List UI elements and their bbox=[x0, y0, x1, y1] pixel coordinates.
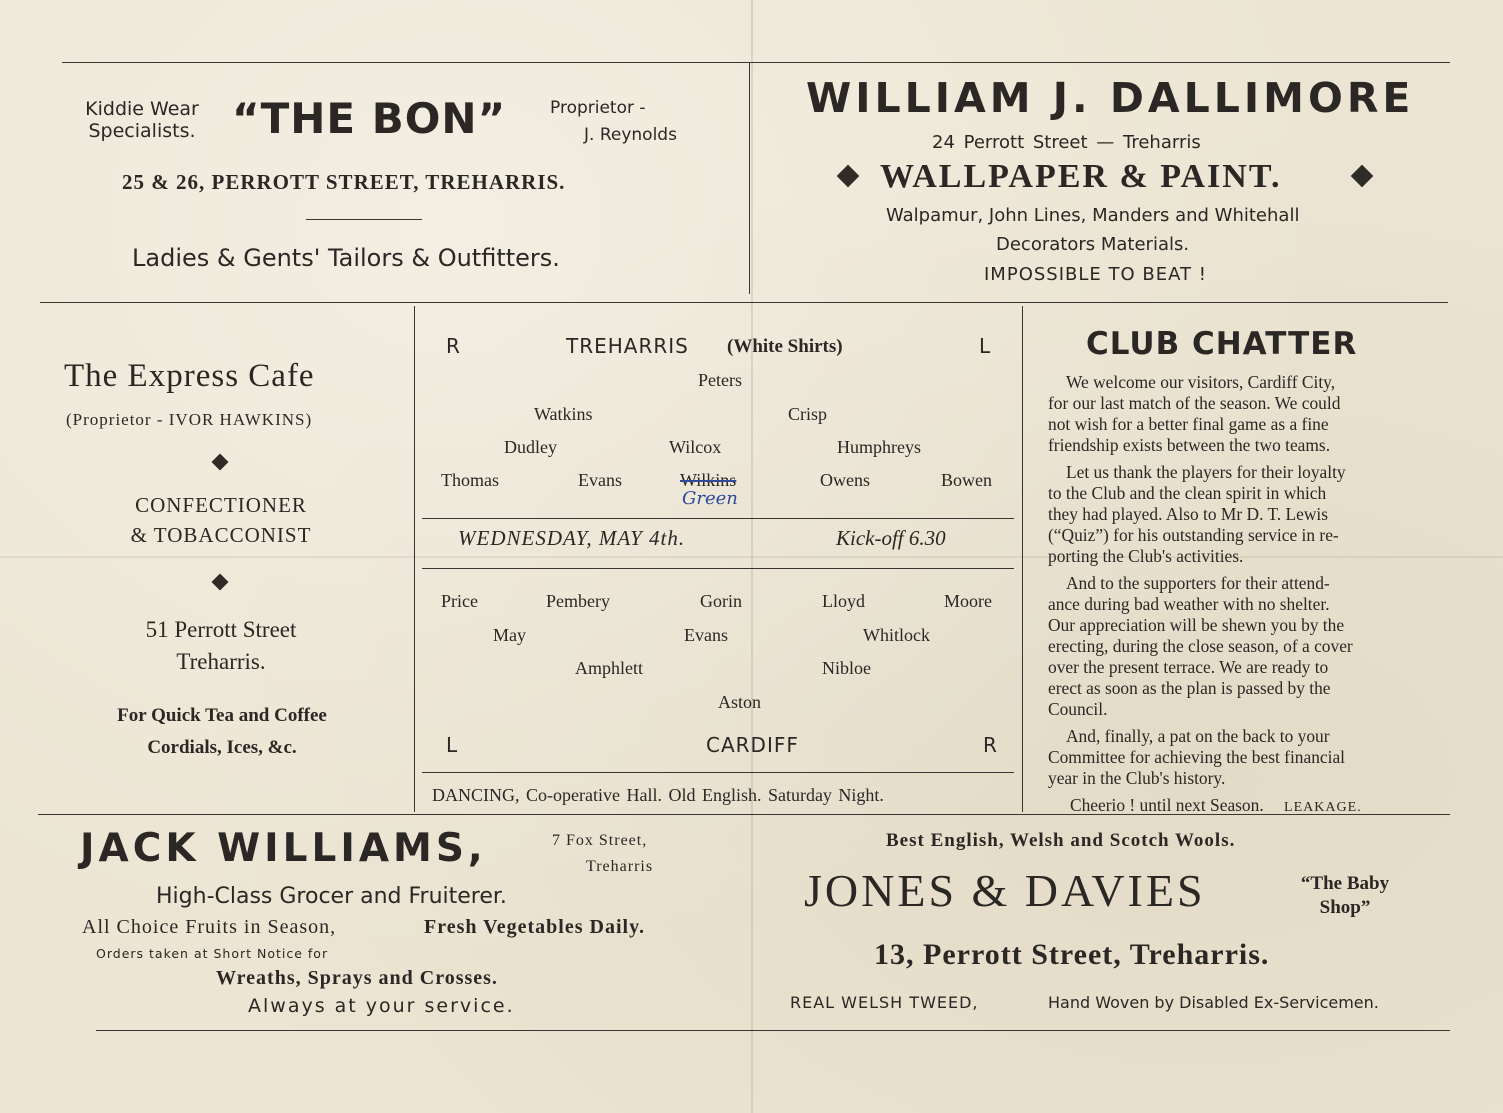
chatter-paragraph bbox=[1048, 573, 1423, 720]
bon-tag bbox=[72, 98, 212, 142]
dancing-notice: DANCING, Co-operative Hall. Old English. Saturday Night. bbox=[432, 785, 884, 805]
away-back: Amphlett bbox=[575, 658, 643, 678]
jack-address-street: 7 Fox Street, bbox=[552, 832, 648, 849]
away-half: Whitlock bbox=[863, 625, 930, 645]
home-forward: Evans bbox=[578, 470, 622, 490]
jones-name: JONES & DAVIES bbox=[804, 865, 1206, 916]
chatter-line: friendship exists between the two teams. bbox=[1048, 435, 1331, 455]
team-divider-bottom bbox=[422, 568, 1014, 569]
jack-orders: Orders taken at Short Notice for bbox=[96, 946, 329, 961]
home-half: Humphreys bbox=[837, 437, 921, 457]
away-back: Nibloe bbox=[822, 658, 871, 678]
chatter-line: porting the Club's activities. bbox=[1048, 546, 1244, 566]
dallimore-address: 24 Perrott Street — Treharris bbox=[932, 132, 1201, 153]
handwritten-substitute: Green bbox=[682, 488, 738, 509]
chatter-paragraph bbox=[1048, 372, 1423, 456]
jack-address bbox=[552, 828, 653, 880]
chatter-line: over the present terrace. We are ready to bbox=[1048, 657, 1329, 677]
chatter-line: Committee for achieving the best financial bbox=[1048, 747, 1345, 767]
home-right-marker: L bbox=[979, 334, 991, 358]
bottom-rule bbox=[96, 1030, 1450, 1031]
cafe-proprietor: (Proprietor - IVOR HAWKINS) bbox=[66, 410, 313, 429]
jack-service: Always at your service. bbox=[248, 995, 515, 1017]
away-goalkeeper: Aston bbox=[718, 692, 762, 712]
chatter-line: they had played. Also to Mr D. T. Lewis bbox=[1048, 504, 1328, 524]
top-rule bbox=[62, 62, 1450, 63]
jones-address: 13, Perrott Street, Treharris. bbox=[874, 938, 1270, 971]
chatter-title: CLUB CHATTER bbox=[1086, 326, 1358, 362]
chatter-line: Let us thank the players for their loyalty bbox=[1066, 462, 1346, 482]
home-half: Wilcox bbox=[669, 437, 722, 457]
diamond-ornament-icon bbox=[212, 454, 229, 471]
chatter-line: (“Quiz”) for his outstanding service in re- bbox=[1048, 525, 1339, 545]
chatter-line: We welcome our visitors, Cardiff City, bbox=[1066, 372, 1336, 392]
chatter-line: erecting, during the close season, of a cover bbox=[1048, 636, 1353, 656]
chatter-line: year in the Club's history. bbox=[1048, 768, 1226, 788]
top-center-divider bbox=[749, 62, 750, 294]
chatter-signoff: Cheerio ! until next Season. bbox=[1070, 795, 1264, 815]
jones-woven: Hand Woven by Disabled Ex-Servicemen. bbox=[1048, 993, 1379, 1012]
away-right-marker: R bbox=[983, 733, 997, 757]
chatter-line: And to the supporters for their attend- bbox=[1066, 573, 1330, 593]
upper-section-rule bbox=[40, 302, 1448, 303]
chatter-signoff-line bbox=[1048, 795, 1423, 818]
chatter-line: not wish for a better final game as a fine bbox=[1048, 414, 1329, 434]
jones-wools: Best English, Welsh and Scotch Wools. bbox=[886, 830, 1236, 851]
away-left-marker: L bbox=[446, 733, 458, 757]
diamond-ornament-icon bbox=[837, 165, 860, 188]
bon-tagline: Ladies & Gents' Tailors & Outfitters. bbox=[132, 244, 560, 272]
diamond-ornament-icon bbox=[212, 574, 229, 591]
home-goalkeeper: Peters bbox=[698, 370, 742, 390]
dallimore-brands: Walpamur, John Lines, Manders and Whitehall bbox=[886, 205, 1300, 226]
chatter-line: Our appreciation will be shewn you by the bbox=[1048, 615, 1345, 635]
cafe-offer bbox=[66, 700, 378, 764]
match-kickoff: Kick-off 6.30 bbox=[836, 526, 946, 550]
home-forward: Thomas bbox=[441, 470, 499, 490]
cafe-address-town: Treharris. bbox=[176, 649, 266, 674]
jack-fruits: All Choice Fruits in Season, bbox=[82, 916, 337, 938]
away-team-name: CARDIFF bbox=[706, 733, 799, 757]
home-team-kit: (White Shirts) bbox=[727, 336, 843, 357]
cafe-trade bbox=[96, 490, 346, 550]
jack-wreaths: Wreaths, Sprays and Crosses. bbox=[216, 967, 498, 989]
jack-trade: High-Class Grocer and Fruiterer. bbox=[156, 884, 507, 909]
home-half: Dudley bbox=[504, 437, 557, 457]
jones-tweed: REAL WELSH TWEED, bbox=[790, 993, 979, 1012]
bon-proprietor bbox=[550, 95, 677, 149]
team-divider-top bbox=[422, 518, 1014, 519]
dallimore-slogan: IMPOSSIBLE TO BEAT ! bbox=[984, 264, 1207, 285]
team-box-right-rule bbox=[1022, 306, 1023, 812]
home-forward: Bowen bbox=[941, 470, 992, 490]
home-forward-struck-out: Wilkins bbox=[680, 470, 737, 490]
home-back: Crisp bbox=[788, 404, 828, 424]
diamond-ornament-icon bbox=[1351, 165, 1374, 188]
bon-divider bbox=[306, 219, 422, 220]
cafe-name: The Express Cafe bbox=[64, 358, 315, 394]
dallimore-materials: Decorators Materials. bbox=[996, 234, 1190, 255]
chatter-line: And, finally, a pat on the back to your bbox=[1066, 726, 1330, 746]
chatter-signature: LEAKAGE. bbox=[1284, 800, 1362, 815]
notice-rule bbox=[422, 772, 1014, 773]
jack-vegetables: Fresh Vegetables Daily. bbox=[424, 916, 645, 938]
away-forward: Price bbox=[441, 591, 478, 611]
cafe-address bbox=[96, 614, 346, 678]
bon-tag-line-1: Kiddie Wear bbox=[85, 98, 199, 120]
chatter-paragraph bbox=[1048, 462, 1423, 567]
dallimore-heading: WALLPAPER & PAINT. bbox=[880, 158, 1282, 195]
chatter-line: erect as soon as the plan is passed by the bbox=[1048, 678, 1331, 698]
chatter-line: ance during bad weather with no shelter. bbox=[1048, 594, 1330, 614]
home-left-marker: R bbox=[446, 334, 460, 358]
chatter-line: Council. bbox=[1048, 699, 1108, 719]
home-team-name: TREHARRIS bbox=[566, 334, 689, 358]
away-half: Evans bbox=[684, 625, 728, 645]
bon-proprietor-name: J. Reynolds bbox=[584, 125, 677, 145]
team-box-left-rule bbox=[414, 306, 415, 812]
bon-name: “THE BON” bbox=[232, 94, 507, 143]
jones-baby-shop-line-2: Shop” bbox=[1319, 897, 1371, 918]
match-date: WEDNESDAY, MAY 4th. bbox=[458, 526, 686, 550]
cafe-offer-line-2: Cordials, Ices, &c. bbox=[147, 737, 297, 758]
cafe-trade-line-1: CONFECTIONER bbox=[135, 493, 307, 517]
chatter-line: for our last match of the season. We could bbox=[1048, 393, 1341, 413]
jack-name: JACK WILLIAMS, bbox=[80, 826, 487, 871]
bon-proprietor-label: Proprietor - bbox=[550, 98, 646, 118]
cafe-address-street: 51 Perrott Street bbox=[145, 617, 297, 642]
away-forward: Gorin bbox=[700, 591, 742, 611]
cafe-offer-line-1: For Quick Tea and Coffee bbox=[117, 705, 327, 726]
jack-address-town: Treharris bbox=[586, 858, 654, 875]
cafe-trade-line-2: & TOBACCONIST bbox=[130, 523, 312, 547]
chatter-line: to the Club and the clean spirit in which bbox=[1048, 483, 1327, 503]
bon-address: 25 & 26, PERROTT STREET, TREHARRIS. bbox=[122, 170, 566, 194]
jones-baby-shop bbox=[1270, 872, 1420, 920]
dallimore-name: WILLIAM J. DALLIMORE bbox=[806, 74, 1415, 122]
home-forward: Owens bbox=[820, 470, 870, 490]
home-back: Watkins bbox=[534, 404, 593, 424]
chatter-body bbox=[1048, 372, 1423, 818]
chatter-paragraph bbox=[1048, 726, 1423, 789]
bon-tag-line-2: Specialists. bbox=[88, 120, 196, 142]
away-half: May bbox=[493, 625, 526, 645]
away-forward: Lloyd bbox=[822, 591, 865, 611]
jones-baby-shop-line-1: “The Baby bbox=[1300, 873, 1390, 894]
away-forward: Pembery bbox=[546, 591, 610, 611]
away-forward: Moore bbox=[944, 591, 992, 611]
